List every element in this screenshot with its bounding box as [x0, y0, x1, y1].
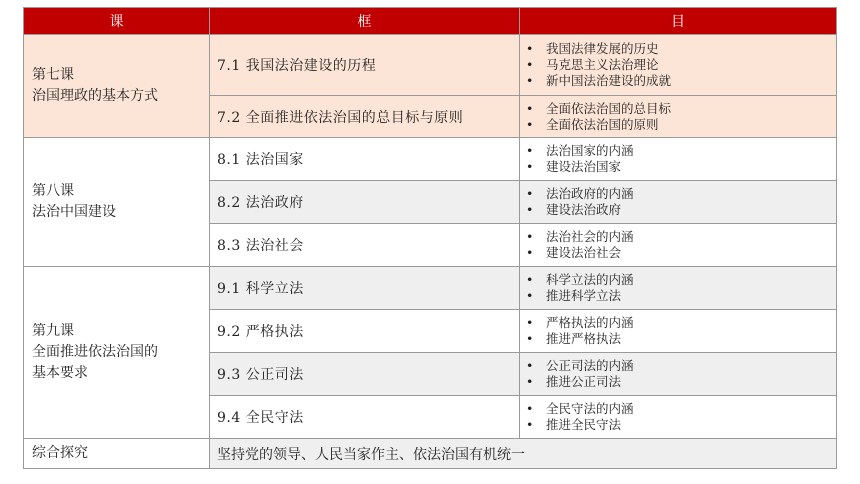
table-row	[24, 138, 837, 181]
header-lesson: 课	[24, 8, 210, 35]
summary-text: 坚持党的领导、人民当家作主、依法治国有机统一	[210, 439, 837, 469]
table-row	[24, 267, 837, 310]
goal-item: • 推进公正司法	[526, 374, 832, 390]
frame-7-1: 7.1 我国法治建设的历程	[210, 35, 520, 96]
goal-item: • 推进严格执法	[526, 331, 832, 347]
frame-7-2: 7.2 全面推进依法治国的总目标与原则	[210, 96, 520, 138]
goals-7-2	[520, 96, 837, 138]
lesson-8-name: 法治中国建设	[32, 204, 116, 220]
lesson-7-title: 第七课	[32, 67, 74, 83]
goal-item: • 全面依法治国的原则	[526, 117, 832, 133]
frame-9-2: 9.2 严格执法	[210, 310, 520, 353]
goal-item: • 马克思主义法治理论	[526, 57, 832, 73]
frame-8-1: 8.1 法治国家	[210, 138, 520, 181]
frame-8-3: 8.3 法治社会	[210, 224, 520, 267]
goal-item: • 科学立法的内涵	[526, 272, 832, 288]
goal-item: • 我国法律发展的历史	[526, 41, 832, 57]
goals-9-1	[520, 267, 837, 310]
goal-item: • 建设法治社会	[526, 245, 832, 261]
goals-8-3	[520, 224, 837, 267]
goal-item: • 公正司法的内涵	[526, 358, 832, 374]
goal-item: • 新中国法治建设的成就	[526, 73, 832, 89]
summary-row	[24, 439, 837, 469]
goal-item: • 严格执法的内涵	[526, 315, 832, 331]
goal-item: • 推进全民守法	[526, 417, 832, 433]
goals-9-3	[520, 353, 837, 396]
frame-9-1: 9.1 科学立法	[210, 267, 520, 310]
lesson-9-title: 第九课	[32, 323, 74, 339]
header-row	[24, 8, 837, 35]
table-row	[24, 35, 837, 96]
header-goals: 目	[520, 8, 837, 35]
curriculum-table	[23, 7, 837, 469]
goals-9-2	[520, 310, 837, 353]
lesson-8-cell	[24, 138, 210, 267]
summary-label: 综合探究	[24, 439, 210, 469]
header-frame: 框	[210, 8, 520, 35]
curriculum-table-container	[23, 7, 836, 469]
goal-item: • 推进科学立法	[526, 288, 832, 304]
goals-9-4	[520, 396, 837, 439]
goal-item: • 法治政府的内涵	[526, 186, 832, 202]
frame-9-3: 9.3 公正司法	[210, 353, 520, 396]
lesson-7-cell	[24, 35, 210, 138]
goal-item: • 法治国家的内涵	[526, 143, 832, 159]
frame-8-2: 8.2 法治政府	[210, 181, 520, 224]
lesson-7-name: 治国理政的基本方式	[32, 88, 158, 104]
goal-item: • 建设法治政府	[526, 202, 832, 218]
lesson-9-cell	[24, 267, 210, 439]
lesson-9-name-line2: 基本要求	[32, 365, 88, 381]
lesson-9-name-line1: 全面推进依法治国的	[32, 344, 158, 360]
goals-8-2	[520, 181, 837, 224]
goal-item: • 全民守法的内涵	[526, 401, 832, 417]
lesson-8-title: 第八课	[32, 183, 74, 199]
goals-7-1	[520, 35, 837, 96]
frame-9-4: 9.4 全民守法	[210, 396, 520, 439]
goal-item: • 建设法治国家	[526, 159, 832, 175]
goal-item: • 全面依法治国的总目标	[526, 101, 832, 117]
goals-8-1	[520, 138, 837, 181]
goal-item: • 法治社会的内涵	[526, 229, 832, 245]
